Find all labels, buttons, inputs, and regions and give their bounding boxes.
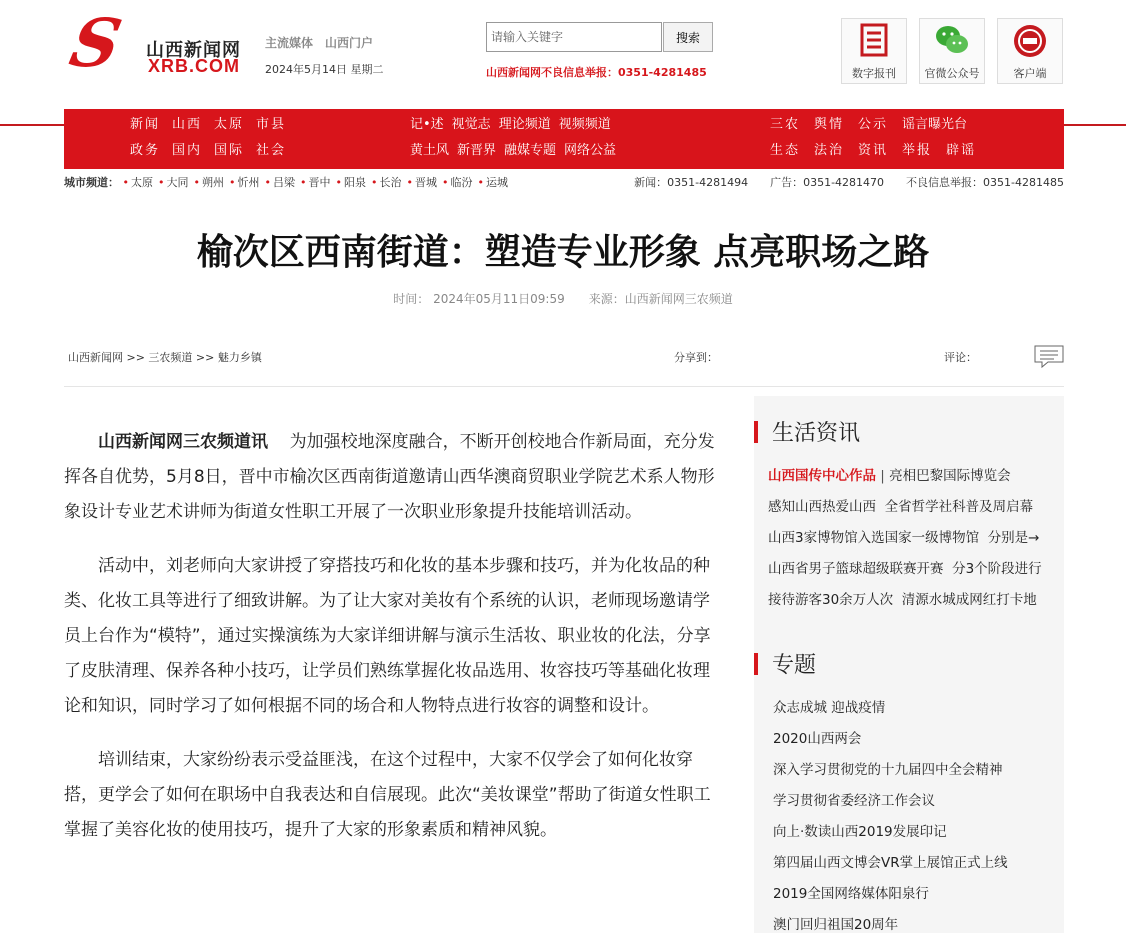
digital-paper-label: 数字报刊 [852,67,896,80]
nav-item[interactable]: 资讯 [858,143,889,158]
life-info-heading: 生活资讯 [754,416,860,447]
city-link[interactable]: • 朔州 [194,176,225,189]
logo-s-mark: S [63,4,128,82]
city-link[interactable]: • 临汾 [442,176,473,189]
city-link[interactable]: • 运城 [478,176,509,189]
slogan-1: 主流媒体 [265,36,314,50]
article-title: 榆次区西南街道：塑造专业形象 点亮职场之路 [196,232,930,273]
site-logo[interactable] [63,4,260,86]
nav-item[interactable]: 辟谣 [946,143,977,158]
topics-heading: 专题 [754,648,816,679]
city-link[interactable]: • 晋中 [300,176,331,189]
nav-item[interactable]: 理论频道 [498,117,551,132]
nav-item[interactable]: 山西 [172,117,203,132]
topic-link[interactable]: 众志成城 迎战疫情 [773,700,886,716]
article-paragraph: 活动中，刘老师向大家讲授了穿搭技巧和化妆的基本步骤和技巧，并为化妆品的种类、化妆工具等进行了细致讲解。为了让大家对美妆有个系统的认识，老师现场邀请学员上台作为“模特”，通过实操演练为大家详细讲解与演示生活妆、职业妆的化法，分享了皮肤清理、保养各种小技巧，让学员们熟练掌握化妆品选用、妆容技巧等基础化妆理论和知识，同时学习了如何根据不同的场合和人物特点进行妆容的调整和设计。 [64,556,711,716]
news-link[interactable]: 山西国传中心作品 [768,468,876,484]
city-link[interactable]: • 晋城 [407,176,438,189]
report-contact: 不良信息举报：0351-4281485 [906,176,1064,189]
topic-link[interactable]: 学习贯彻省委经济工作会议 [773,793,935,809]
topic-link[interactable]: 澳门回归祖国20周年 [773,917,899,933]
nav-item[interactable]: 太原 [214,117,245,132]
news-link[interactable]: 亮相巴黎国际博览会 [889,468,1011,484]
nav-item[interactable]: 新闻 [130,117,161,132]
newspaper-icon [842,23,906,65]
article-time: 时间： 2024年05月11日09:59 [393,292,565,306]
city-link[interactable]: • 太原 [123,176,154,189]
list-item[interactable] [768,558,1042,589]
list-item[interactable] [768,496,1042,527]
nav-item[interactable]: 生态 [770,143,801,158]
header-date: 2024年5月14日 星期二 [265,63,384,76]
city-list [123,176,514,189]
contact-numbers [612,174,1064,190]
city-link[interactable]: • 忻州 [229,176,260,189]
nav-item[interactable]: 国际 [214,143,245,158]
topics-list [773,697,1008,945]
nav-item[interactable]: 法治 [814,143,845,158]
nav-item[interactable]: 视觉志 [451,117,491,132]
city-link[interactable]: • 阳泉 [336,176,367,189]
city-link[interactable]: • 吕梁 [265,176,296,189]
nav-item[interactable]: 公示 [858,117,889,132]
article-body [64,425,718,867]
comment-label: 评论： [944,351,977,364]
nav-item[interactable]: 市县 [256,117,287,132]
nav-item[interactable]: 舆情 [814,117,845,132]
article-lead: 山西新闻网三农频道讯 [98,432,268,452]
nav-item[interactable]: 举报 [902,143,933,158]
article-meta [0,290,1126,307]
list-item[interactable] [768,527,1042,558]
logo-en-text: XRB.COM [148,56,240,76]
sidebar [754,396,1064,933]
topic-link[interactable]: 深入学习贯彻党的十九届四中全会精神 [773,762,1003,778]
topic-link[interactable]: 第四届山西文博会VR掌上展馆正式上线 [773,855,1008,871]
nav-item[interactable]: 政务 [130,143,161,158]
city-link[interactable]: • 长治 [371,176,402,189]
article-paragraph [64,425,718,530]
city-link[interactable]: • 大同 [158,176,189,189]
nav-group-services [770,117,990,169]
nav-item[interactable]: 新晋界 [457,143,497,158]
wechat-icon [920,23,984,65]
nav-group-news [130,117,298,169]
nav-item[interactable]: 黄土风 [410,143,450,158]
nav-item[interactable]: 融媒专题 [504,143,557,158]
news-link[interactable]: 清源水城成网红打卡地 [901,592,1037,608]
article-source: 来源：山西新闻网三农频道 [588,292,733,306]
main-nav [64,109,1064,169]
nav-item[interactable]: 三农 [770,117,801,132]
share-label: 分享到： [674,351,718,364]
wechat-label: 官微公众号 [924,67,980,80]
news-link[interactable]: 山西3家博物馆入选国家一级博物馆 [768,530,980,546]
search-input[interactable] [486,22,662,52]
nav-item[interactable]: 网络公益 [564,143,617,158]
ad-contact: 广告：0351-4281470 [770,176,885,189]
paragraph-text: 为加强校地深度融合，不断开创校地合作新局面，充分发挥各自优势，5月8日，晋中市榆次区西南街道邀请山西华澳商贸职业学院艺术系人物形象设计专业艺术讲师为街道女性职工开展了一次职业形象提升技能培训活动。 [64,432,715,522]
nav-item[interactable]: 视频频道 [558,117,611,132]
news-link[interactable]: 分别是→ [987,530,1040,546]
list-item[interactable] [768,589,1042,620]
nav-group-channels [410,117,624,169]
city-channels-label: 城市频道： [64,176,119,189]
topic-link[interactable]: 2019全国网络媒体阳泉行 [773,886,929,902]
nav-item[interactable]: 国内 [172,143,203,158]
report-hotline: 山西新闻网不良信息举报：0351-4281485 [486,66,707,79]
client-app-link[interactable] [997,18,1063,84]
list-item[interactable]: 山西国传中心作品 | 亮相巴黎国际博览会 [768,468,1011,484]
news-link[interactable]: 全省哲学社科普及周启幕 [884,499,1034,515]
client-app-label: 客户端 [1013,67,1047,80]
search-button[interactable]: 搜索 [663,22,713,52]
city-channels-bar [64,174,1064,194]
nav-item[interactable]: 记•述 [410,117,444,132]
article-paragraph: 培训结束，大家纷纷表示受益匪浅，在这个过程中，大家不仅学会了如何化妆穿搭，更学会了如何在职场中自我表达和自信展现。此次“美妆课堂”帮助了街道女性职工掌握了美容化妆的使用技巧，提升了大家的形象素质和精神风貌。 [64,750,711,840]
news-link[interactable]: 感知山西热爱山西 [768,499,876,515]
life-info-list [768,465,1042,620]
news-link[interactable]: 分3个阶段进行 [952,561,1042,577]
news-link[interactable]: 山西省男子篮球超级联赛开赛 [768,561,944,577]
topic-link[interactable]: 向上·数读山西2019发展印记 [773,824,947,840]
site-slogan [265,34,385,51]
divider [64,386,1064,387]
topic-link[interactable]: 2020山西两会 [773,731,862,747]
app-icon [998,23,1062,65]
comment-icon[interactable] [1034,345,1064,367]
logo-cn-text: 山西新闻网 [146,40,241,61]
nav-item[interactable]: 社会 [256,143,287,158]
slogan-2: 山西门户 [325,36,374,50]
news-contact: 新闻：0351-4281494 [634,176,749,189]
nav-item[interactable]: 谣言曝光台 [902,117,968,132]
wechat-account-link[interactable] [919,18,985,84]
digital-paper-link[interactable] [841,18,907,84]
news-link[interactable]: 接待游客30余万人次 [768,592,894,608]
breadcrumb[interactable]: 山西新闻网 >> 三农频道 >> 魅力乡镇 [68,351,262,364]
